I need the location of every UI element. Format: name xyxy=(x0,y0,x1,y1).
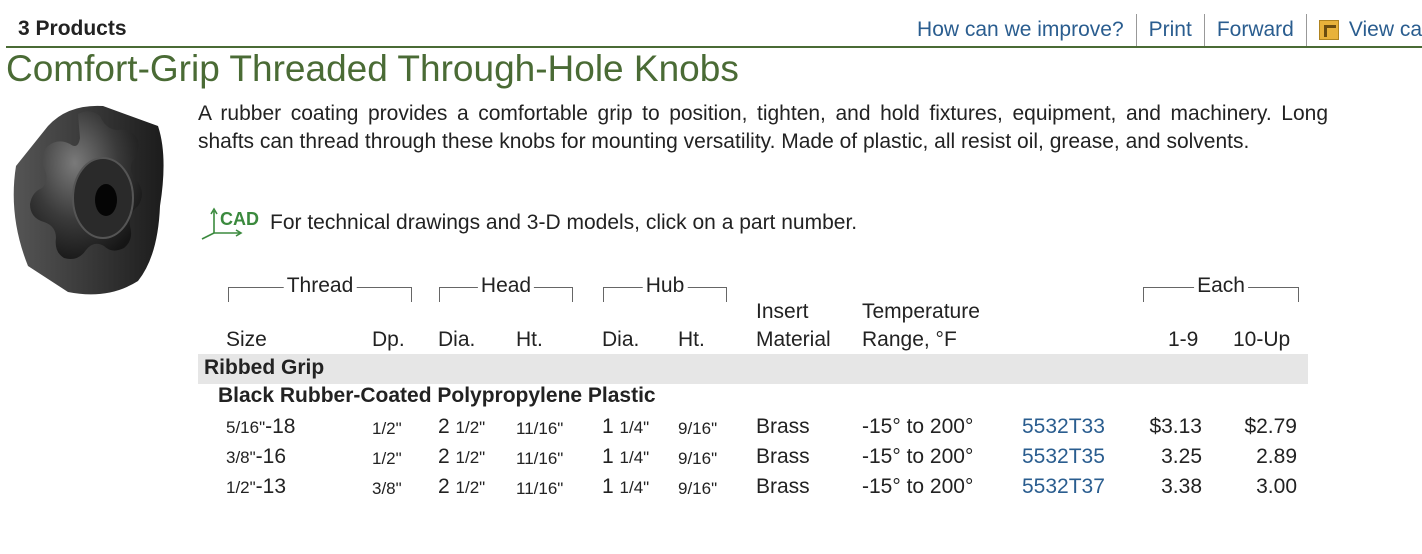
part-number-link[interactable]: 5532T37 xyxy=(1022,475,1105,498)
cell-hub-dia: 1 1/4" xyxy=(602,475,650,498)
print-link[interactable]: Print xyxy=(1136,14,1204,46)
each-group-label: Each xyxy=(1194,274,1248,298)
cell-insert: Brass xyxy=(756,415,810,438)
cell-hub-ht: 9/16" xyxy=(678,479,718,498)
product-description: A rubber coating provides a comfortable grip to position, tighten, and hold fixtures, equipment, and machinery. Long shafts can thread through these knobs for mounting versatility. Made of plastic, all resist oil, grease, and solvents. xyxy=(198,102,1328,153)
svg-text:CAD: CAD xyxy=(220,209,259,229)
col-insert-line1: Insert xyxy=(756,300,809,323)
top-bar xyxy=(6,10,1422,48)
top-links xyxy=(905,14,1422,46)
forward-link[interactable]: Forward xyxy=(1204,14,1306,46)
cell-hub-ht: 9/16" xyxy=(678,419,718,438)
subsection-title: Black Rubber-Coated Polypropylene Plastic xyxy=(218,384,656,407)
table-row xyxy=(198,445,1310,475)
head-group-bracket xyxy=(439,274,573,302)
product-count: 3 Products xyxy=(18,17,127,40)
each-group-bracket xyxy=(1143,274,1299,302)
cell-head-ht: 11/16" xyxy=(516,419,564,438)
cell-price-10-up: 2.89 xyxy=(1256,445,1297,468)
col-hub-dia: Dia. xyxy=(602,328,640,351)
cad-note xyxy=(198,205,857,241)
cell-dp: 1/2" xyxy=(372,419,402,438)
view-catalog-link[interactable] xyxy=(1306,14,1422,46)
cell-head-dia: 2 1/2" xyxy=(438,415,486,438)
col-price-10-up: 10-Up xyxy=(1233,328,1291,351)
col-head-ht: Ht. xyxy=(516,328,543,351)
thread-group-bracket xyxy=(228,274,412,302)
table-row xyxy=(198,475,1310,505)
cell-temp: -15° to 200° xyxy=(862,415,974,438)
cell-head-ht: 11/16" xyxy=(516,449,564,468)
col-insert-line2: Material xyxy=(756,328,831,351)
cell-price-10-up: $2.79 xyxy=(1244,415,1297,438)
table-row xyxy=(198,415,1310,445)
cell-price-1-9: 3.38 xyxy=(1161,475,1202,498)
part-number-link[interactable]: 5532T33 xyxy=(1022,415,1105,438)
cell-head-dia: 2 1/2" xyxy=(438,445,486,468)
cell-size: 5/16"-18 xyxy=(226,415,296,438)
cell-hub-ht: 9/16" xyxy=(678,449,718,468)
col-price-1-9: 1-9 xyxy=(1168,328,1199,351)
col-head-dia: Dia. xyxy=(438,328,476,351)
cell-dp: 1/2" xyxy=(372,449,402,468)
cell-temp: -15° to 200° xyxy=(862,475,974,498)
cell-price-10-up: 3.00 xyxy=(1256,475,1297,498)
knob-image xyxy=(4,96,164,300)
cell-dp: 3/8" xyxy=(372,479,402,498)
cell-size: 3/8"-16 xyxy=(226,445,287,468)
cell-insert: Brass xyxy=(756,475,810,498)
cell-price-1-9: $3.13 xyxy=(1149,415,1202,438)
col-temp-line1: Temperature xyxy=(862,300,980,323)
cell-head-dia: 2 1/2" xyxy=(438,475,486,498)
cell-head-ht: 11/16" xyxy=(516,479,564,498)
section-title: Ribbed Grip xyxy=(204,356,325,379)
improve-link[interactable]: How can we improve? xyxy=(917,18,1124,41)
cell-price-1-9: 3.25 xyxy=(1161,445,1202,468)
section-band xyxy=(198,354,1308,384)
cell-insert: Brass xyxy=(756,445,810,468)
catalog-icon xyxy=(1319,20,1339,40)
thread-group-label: Thread xyxy=(284,274,357,298)
cell-hub-dia: 1 1/4" xyxy=(602,415,650,438)
col-temp-line2: Range, °F xyxy=(862,328,957,351)
col-hub-ht: Ht. xyxy=(678,328,705,351)
part-number-link[interactable]: 5532T35 xyxy=(1022,445,1105,468)
cell-size: 1/2"-13 xyxy=(226,475,287,498)
head-group-label: Head xyxy=(478,274,534,298)
col-size: Size xyxy=(226,328,267,351)
page-title: Comfort-Grip Threaded Through-Hole Knobs xyxy=(6,48,739,89)
cell-temp: -15° to 200° xyxy=(862,445,974,468)
col-dp: Dp. xyxy=(372,328,405,351)
cell-hub-dia: 1 1/4" xyxy=(602,445,650,468)
view-catalog-label: View ca xyxy=(1348,18,1422,41)
cad-icon xyxy=(198,205,268,241)
hub-group-label: Hub xyxy=(643,274,688,298)
cad-text: For technical drawings and 3-D models, click on a part number. xyxy=(270,211,858,234)
hub-group-bracket xyxy=(603,274,727,302)
